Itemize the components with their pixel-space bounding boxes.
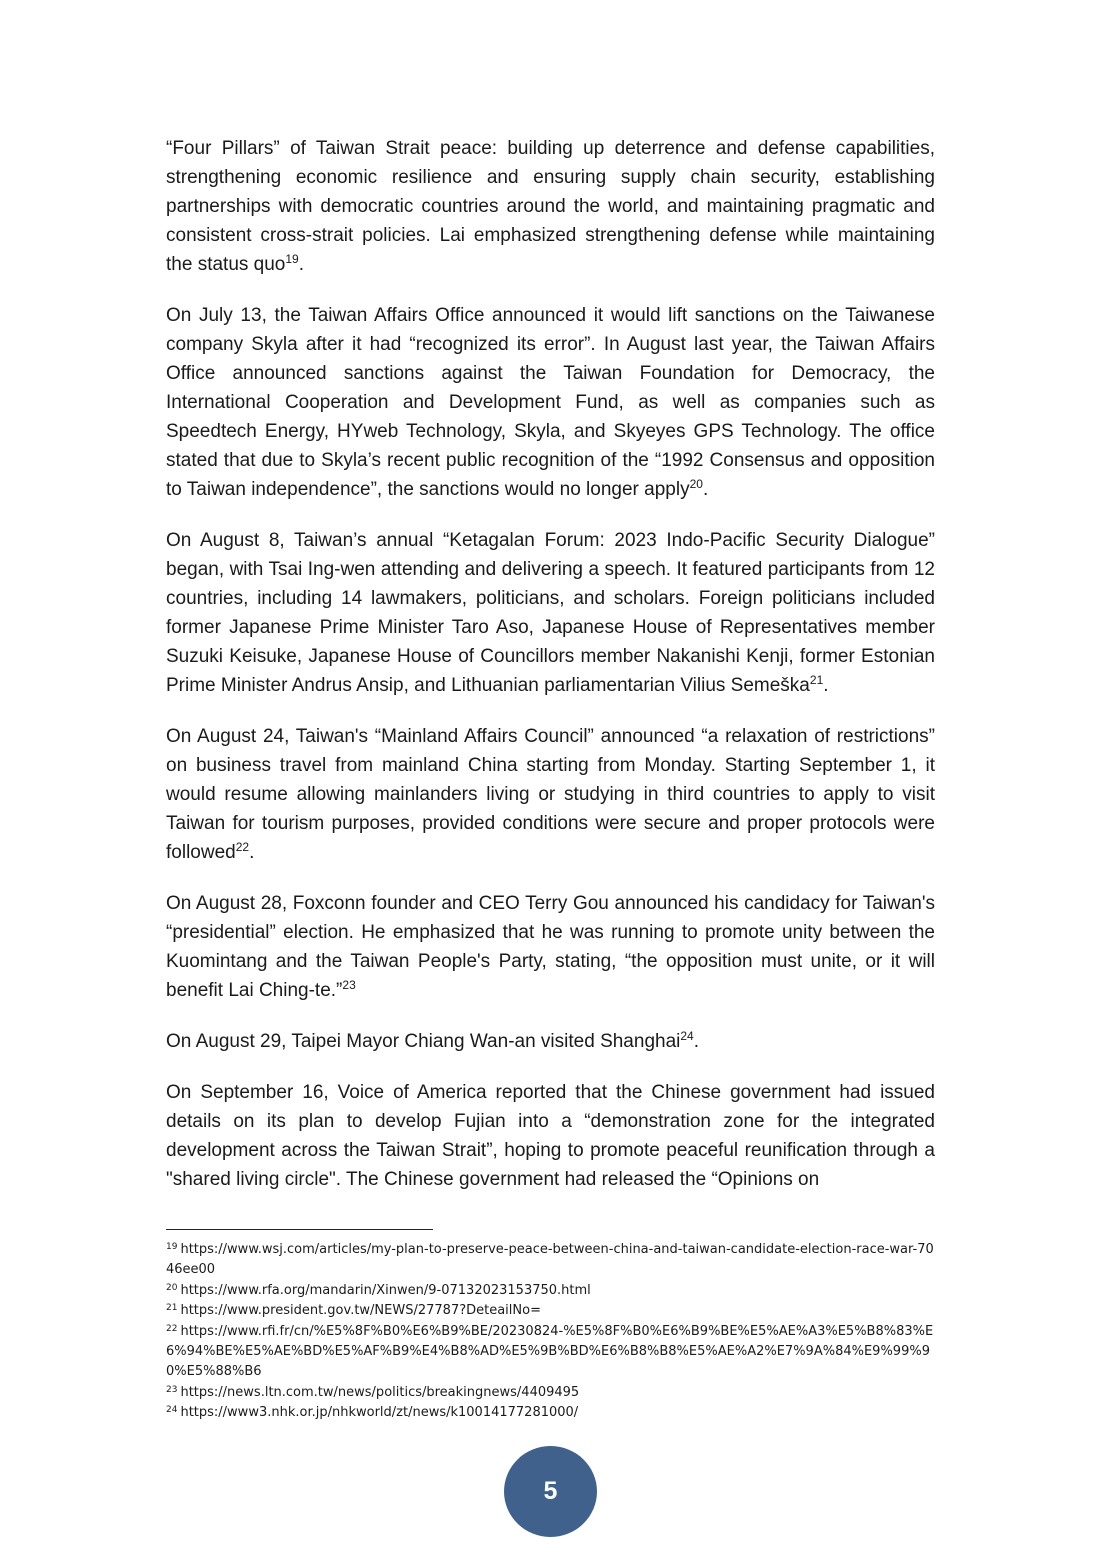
footnotes — [166, 1240, 936, 1424]
footnote-ref-21: 21 — [809, 673, 824, 687]
paragraph-four-pillars: “Four Pillars” of Taiwan Strait peace: building up deterrence and defense capabilities, strengthening economic resilience and ensuring supply chain security, establishing partnerships with democratic countries around the world, and maintaining pragmatic and consistent cross-strait policies. Lai emphasized strengthening defense while maintaining the status quo$^{19}$. — [166, 138, 935, 275]
footnote-link[interactable]: https://www.rfa.org/mandarin/Xinwen/9-07132023153750.html — [180, 1282, 591, 1298]
footnote-link[interactable]: https://www3.nhk.or.jp/nhkworld/zt/news/k10014177281000/ — [180, 1405, 579, 1421]
footnote-22: $^{22}$ https://www.rfi.fr/cn/%E5%8F%B0%E6%B9%BE/20230824-%E5%8F%B0%E6%B9%BE%E5%AE%A3%E5%B8%83%E6%94%BE%E5%AE%BD%E5%AF%B9%E4%B8%AD%E5%9B%BD%E6%B8%B8%E5%AE%A2%E7%9A%84%E9%99%90%E5%88%B6 — [166, 1323, 934, 1380]
paragraph-september-16: On September 16, Voice of America reported that the Chinese government had issued details on its plan to develop Fujian into a “demonstration zone for the integrated development across the Taiwan Strait”, hoping to promote peaceful reunification through a "shared living circle". The Chinese government had released the “Opinions on — [166, 1082, 935, 1190]
paragraph-august-24: On August 24, Taiwan's “Mainland Affairs Council” announced “a relaxation of restrictions” on business travel from mainland China starting from Monday. Starting September 1, it would resume allowing mainlanders living or studying in third countries to apply to visit Taiwan for tourism purposes, provided conditions were secure and proper protocols were followed$^{22}$. — [166, 726, 935, 863]
paragraph-august-8: On August 8, Taiwan’s annual “Ketagalan Forum: 2023 Indo-Pacific Security Dialogue” began, with Tsai Ing-wen attending and delivering a speech. It featured participants from 12 countries, including 14 lawmakers, politicians, and scholars. Foreign politicians included former Japanese Prime Minister Taro Aso, Japanese House of Representatives member Suzuki Keisuke, Japanese House of Councillors member Nakanishi Kenji, former Estonian Prime Minister Andrus Ansip, and Lithuanian parliamentarian Vilius Semeška$^{21}$. — [166, 530, 935, 696]
page-number-badge — [504, 1446, 597, 1537]
paragraph-august-28: On August 28, Foxconn founder and CEO Terry Gou announced his candidacy for Taiwan's “presidential” election. He emphasized that he was running to promote unity between the Kuomintang and the Taiwan People's Party, stating, “the opposition must unite, or it will benefit Lai Ching-te.”$^{23}$ — [166, 893, 935, 1001]
footnote-link[interactable]: https://www.president.gov.tw/NEWS/27787?DeteailNo= — [180, 1303, 541, 1319]
footnote-20: $^{20}$ https://www.rfa.org/mandarin/Xinwen/9-07132023153750.html — [166, 1282, 591, 1298]
footnote-link[interactable]: https://www.wsj.com/articles/my-plan-to-preserve-peace-between-china-and-taiwan-candidate-election-race-war-7046ee00 — [166, 1242, 934, 1278]
footnote-19: $^{19}$ https://www.wsj.com/articles/my-plan-to-preserve-peace-between-china-and-taiwan-candidate-election-race-war-7046ee00 — [166, 1242, 934, 1278]
footnote-23: $^{23}$ https://news.ltn.com.tw/news/politics/breakingnews/4409495 — [166, 1384, 580, 1400]
paragraph-august-29: On August 29, Taipei Mayor Chiang Wan-an visited Shanghai$^{24}$. — [166, 1029, 700, 1052]
footnote-ref-20: 20 — [689, 477, 703, 491]
footnote-divider — [166, 1229, 433, 1230]
footnote-ref-23: 23 — [342, 978, 356, 992]
body-text — [166, 134, 935, 1194]
footnote-21: $^{21}$ https://www.president.gov.tw/NEWS/27787?DeteailNo= — [166, 1303, 541, 1319]
footnote-24: $^{24}$ https://www3.nhk.or.jp/nhkworld/zt/news/k10014177281000/ — [166, 1405, 579, 1421]
footnote-ref-19: 19 — [285, 252, 299, 266]
footnote-ref-24: 24 — [680, 1029, 694, 1043]
footnote-ref-22: 22 — [235, 840, 250, 854]
page-number: 5 — [543, 1477, 558, 1505]
footnote-link[interactable]: https://www.rfi.fr/cn/%E5%8F%B0%E6%B9%BE/20230824-%E5%8F%B0%E6%B9%BE%E5%AE%A3%E5%B8%83%E6%94%BE%E5%AE%BD%E5%AF%B9%E4%B8%AD%E5%9B%BD%E6%B8%B8%E5%AE%A2%E7%9A%84%E9%99%90%E5%88%B6 — [166, 1323, 934, 1380]
footnote-link[interactable]: https://news.ltn.com.tw/news/politics/breakingnews/4409495 — [180, 1384, 580, 1400]
paragraph-july-13: On July 13, the Taiwan Affairs Office announced it would lift sanctions on the Taiwanese company Skyla after it had “recognized its error”. In August last year, the Taiwan Affairs Office announced sanctions against the Taiwan Foundation for Democracy, the International Cooperation and Development Fund, as well as companies such as Speedtech Energy, HYweb Technology, Skyla, and Skyeyes GPS Technology. The office stated that due to Skyla’s recent public recognition of the “1992 Consensus and opposition to Taiwan independence”, the sanctions would no longer apply$^{20}$. — [166, 305, 935, 500]
